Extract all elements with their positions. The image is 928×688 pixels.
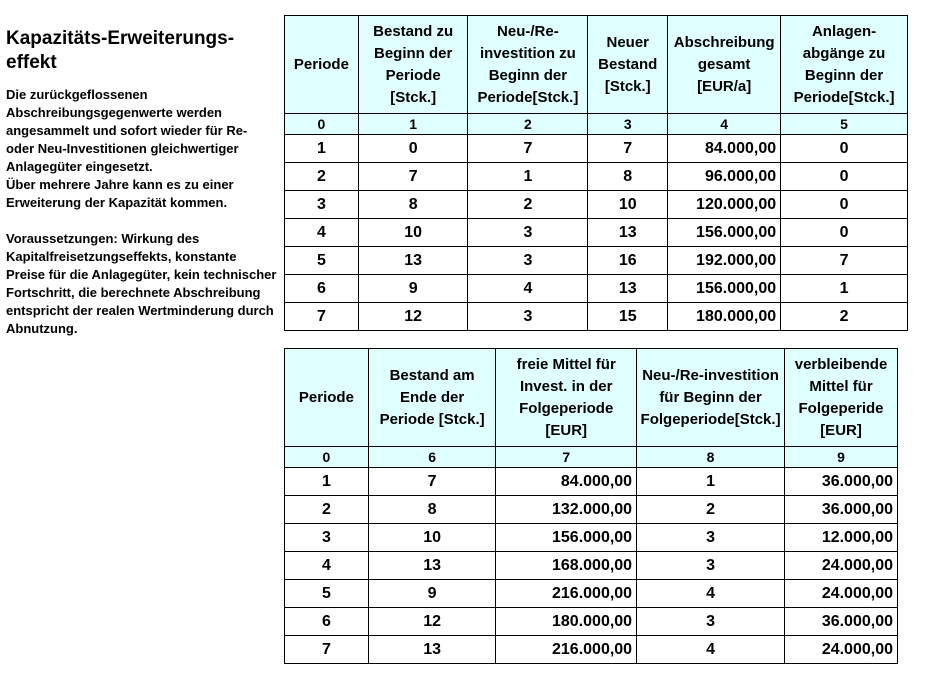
table-cell: 2 (285, 163, 359, 191)
table-row (285, 496, 898, 524)
header-cell: Anlagen-abgänge zu Beginn der Periode[Stck.] (781, 16, 908, 114)
table-cell: 3 (637, 608, 785, 636)
table-cell: 24.000,00 (785, 636, 898, 664)
table-cell: 8 (368, 496, 496, 524)
index-cell: 0 (285, 114, 359, 135)
table-cell: 12 (368, 608, 496, 636)
table-cell: 10 (358, 219, 468, 247)
table-cell: 24.000,00 (785, 552, 898, 580)
description-paragraph: Über mehrere Jahre kann es zu einer Erweiterung der Kapazität kommen. (6, 177, 234, 210)
table-cell: 0 (781, 163, 908, 191)
column-index-row (285, 114, 908, 135)
table-cell: 12 (358, 303, 468, 331)
table-cell: 3 (637, 552, 785, 580)
table-cell: 13 (368, 636, 496, 664)
table-cell: 3 (468, 303, 588, 331)
table-cell: 156.000,00 (668, 219, 781, 247)
table-row (285, 636, 898, 664)
table-cell: 24.000,00 (785, 580, 898, 608)
table-cell: 84.000,00 (496, 468, 637, 496)
table-cell: 36.000,00 (785, 608, 898, 636)
table-cell: 6 (285, 608, 369, 636)
table-cell: 156.000,00 (668, 275, 781, 303)
header-cell: Neuer Bestand [Stck.] (588, 16, 668, 114)
table-cell: 13 (588, 219, 668, 247)
table-cell: 4 (637, 580, 785, 608)
table-cell: 5 (285, 580, 369, 608)
table-cell: 132.000,00 (496, 496, 637, 524)
page-title: Kapazitäts-Erweiterungs-effekt (6, 28, 235, 73)
table-cell: 8 (588, 163, 668, 191)
table-cell: 192.000,00 (668, 247, 781, 275)
index-cell: 1 (358, 114, 468, 135)
header-cell: Periode (285, 349, 369, 447)
column-index-row (285, 447, 898, 468)
capacity-table-end (284, 348, 898, 664)
table-cell: 13 (588, 275, 668, 303)
header-cell: Periode (285, 16, 359, 114)
table-cell: 15 (588, 303, 668, 331)
index-cell: 9 (785, 447, 898, 468)
table-cell: 13 (358, 247, 468, 275)
table-cell: 3 (468, 219, 588, 247)
table-cell: 180.000,00 (668, 303, 781, 331)
capacity-table-beginning (284, 15, 908, 331)
index-cell: 7 (496, 447, 637, 468)
description (6, 86, 278, 338)
table-cell: 168.000,00 (496, 552, 637, 580)
header-cell: Neu-/Re-investition zu Beginn der Periode[Stck.] (468, 16, 588, 114)
table-row (285, 303, 908, 331)
table-row (285, 552, 898, 580)
table-cell: 8 (358, 191, 468, 219)
table-cell: 9 (358, 275, 468, 303)
header-cell: verbleibende Mittel für Folgeperide [EUR] (785, 349, 898, 447)
table-row (285, 135, 908, 163)
table-cell: 9 (368, 580, 496, 608)
index-cell: 5 (781, 114, 908, 135)
table-row (285, 468, 898, 496)
table-cell: 5 (285, 247, 359, 275)
table-cell: 36.000,00 (785, 496, 898, 524)
table-cell: 96.000,00 (668, 163, 781, 191)
table-cell: 7 (285, 636, 369, 664)
table-cell: 216.000,00 (496, 580, 637, 608)
table-cell: 2 (781, 303, 908, 331)
table-cell: 120.000,00 (668, 191, 781, 219)
table-cell: 4 (468, 275, 588, 303)
table-cell: 7 (368, 468, 496, 496)
index-cell: 6 (368, 447, 496, 468)
table-cell: 0 (781, 135, 908, 163)
table-row (285, 275, 908, 303)
table-cell: 3 (468, 247, 588, 275)
table-row (285, 191, 908, 219)
table-cell: 0 (781, 219, 908, 247)
index-cell: 8 (637, 447, 785, 468)
table-cell: 180.000,00 (496, 608, 637, 636)
description-paragraph: Die zurückgeflossenen Abschreibungsgegenwerte werden angesammelt und sofort wieder für Re- oder Neu-Investitionen gleichwertiger Anlagegüter eingesetzt. (6, 87, 248, 174)
table-cell: 156.000,00 (496, 524, 637, 552)
header-cell: Bestand zu Beginn der Periode [Stck.] (358, 16, 468, 114)
table-cell: 7 (358, 163, 468, 191)
table-row (285, 219, 908, 247)
table-cell: 10 (588, 191, 668, 219)
table-cell: 2 (468, 191, 588, 219)
table-cell: 84.000,00 (668, 135, 781, 163)
table-cell: 6 (285, 275, 359, 303)
index-cell: 0 (285, 447, 369, 468)
table-cell: 4 (637, 636, 785, 664)
table-row (285, 524, 898, 552)
index-cell: 4 (668, 114, 781, 135)
table-cell: 216.000,00 (496, 636, 637, 664)
table-cell: 1 (781, 275, 908, 303)
header-cell: Bestand am Ende der Periode [Stck.] (368, 349, 496, 447)
table-cell: 13 (368, 552, 496, 580)
table-cell: 3 (637, 524, 785, 552)
description-paragraph: Voraussetzungen: Wirkung des Kapitalfreisetzungseffekts, konstante Preise für die Anlagegüter, kein technischer Fortschritt, die berechnete Abschreibung entspricht der realen Wertminderung durch Abnutzung. (6, 231, 277, 336)
table-cell: 12.000,00 (785, 524, 898, 552)
header-cell: Neu-/Re-investition für Beginn der Folgeperiode[Stck.] (637, 349, 785, 447)
table-cell: 1 (468, 163, 588, 191)
table-row (285, 163, 908, 191)
table-row (285, 580, 898, 608)
table-cell: 7 (285, 303, 359, 331)
table-cell: 36.000,00 (785, 468, 898, 496)
table-cell: 1 (637, 468, 785, 496)
table-cell: 7 (468, 135, 588, 163)
table-row (285, 608, 898, 636)
table-cell: 7 (781, 247, 908, 275)
table-cell: 4 (285, 552, 369, 580)
table-cell: 0 (781, 191, 908, 219)
table-row (285, 247, 908, 275)
table-cell: 4 (285, 219, 359, 247)
header-cell: Abschreibung gesamt [EUR/a] (668, 16, 781, 114)
table-cell: 1 (285, 468, 369, 496)
table-cell: 7 (588, 135, 668, 163)
table-cell: 1 (285, 135, 359, 163)
table-cell: 0 (358, 135, 468, 163)
table-cell: 3 (285, 524, 369, 552)
index-cell: 2 (468, 114, 588, 135)
table-cell: 16 (588, 247, 668, 275)
table-cell: 10 (368, 524, 496, 552)
header-cell: freie Mittel für Invest. in der Folgeperiode [EUR] (496, 349, 637, 447)
index-cell: 3 (588, 114, 668, 135)
table-cell: 2 (285, 496, 369, 524)
table-cell: 3 (285, 191, 359, 219)
table-cell: 2 (637, 496, 785, 524)
